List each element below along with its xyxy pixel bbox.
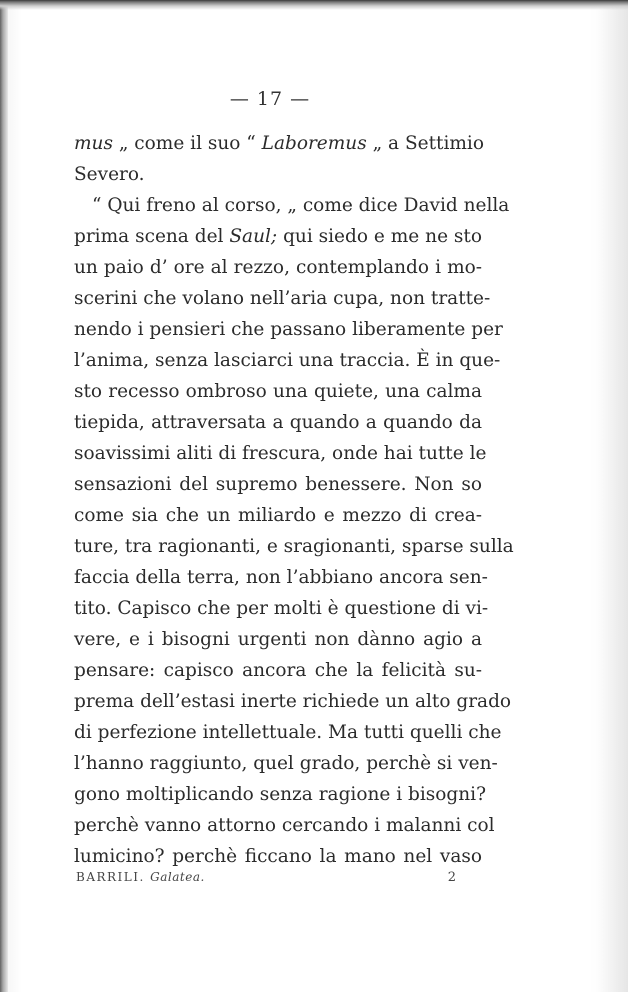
- footer-signature: 2: [447, 870, 456, 885]
- footer-title: Galatea.: [150, 870, 205, 884]
- text-line: sensazioni del supremo benessere. Non so: [74, 474, 482, 495]
- text-line: Severo.: [74, 164, 145, 185]
- text-line: “ Qui freno al corso, „ come dice David nella: [92, 195, 510, 216]
- text-line: prima scena del Saul; qui siedo e me ne sto: [74, 226, 482, 247]
- footer-author: BARRILI.: [76, 870, 145, 884]
- text-line: come sia che un miliardo e mezzo di crea-: [74, 505, 482, 526]
- text-line: ture, tra ragionanti, e sragionanti, sparse sulla: [74, 536, 514, 557]
- text-line: scerini che volano nell’aria cupa, non tratte-: [74, 288, 491, 309]
- text-line: faccia della terra, non l’abbiano ancora sen-: [74, 567, 488, 588]
- text-line: nendo i pensieri che passano liberamente per: [74, 319, 503, 340]
- page-binding-edge: [0, 0, 8, 992]
- text-line: perchè vanno attorno cercando i malanni col: [74, 815, 495, 836]
- text-line: l’anima, senza lasciarci una traccia. È in que-: [74, 350, 501, 371]
- text-line: prema dell’estasi inerte richiede un alto grado: [74, 691, 512, 712]
- text-line: un paio d’ ore al rezzo, contemplando i mo-: [74, 257, 482, 278]
- text-line: tiepida, attraversata a quando a quando da: [74, 412, 482, 433]
- text-line: tito. Capisco che per molti è questione di vi-: [74, 598, 489, 619]
- page-right-shadow: [598, 0, 628, 992]
- text-line: sto recesso ombroso una quiete, una calma: [74, 381, 482, 402]
- text-line: lumicino? perchè ficcano la mano nel vaso: [74, 846, 482, 867]
- text-line: vere, e i bisogni urgenti non dànno agio a: [74, 629, 482, 650]
- text-line: di perfezione intellettuale. Ma tutti quelli che: [74, 722, 502, 743]
- text-line: pensare: capisco ancora che la felicità su-: [74, 660, 482, 681]
- text-line: soavissimi aliti di frescura, onde hai tutte le: [74, 443, 487, 464]
- text-line: l’hanno raggiunto, quel grado, perchè si ven-: [74, 753, 498, 774]
- footer-imprint: [76, 870, 205, 884]
- text-line: gono moltiplicando senza ragione i bisogni?: [74, 784, 487, 805]
- page-footer: [76, 870, 456, 890]
- page-top-edge: [0, 0, 628, 10]
- text-line: mus „ come il suo “ Laboremus „ a Settimio: [74, 133, 484, 154]
- page-number: — 17 —: [229, 88, 311, 110]
- body-text: [74, 128, 514, 872]
